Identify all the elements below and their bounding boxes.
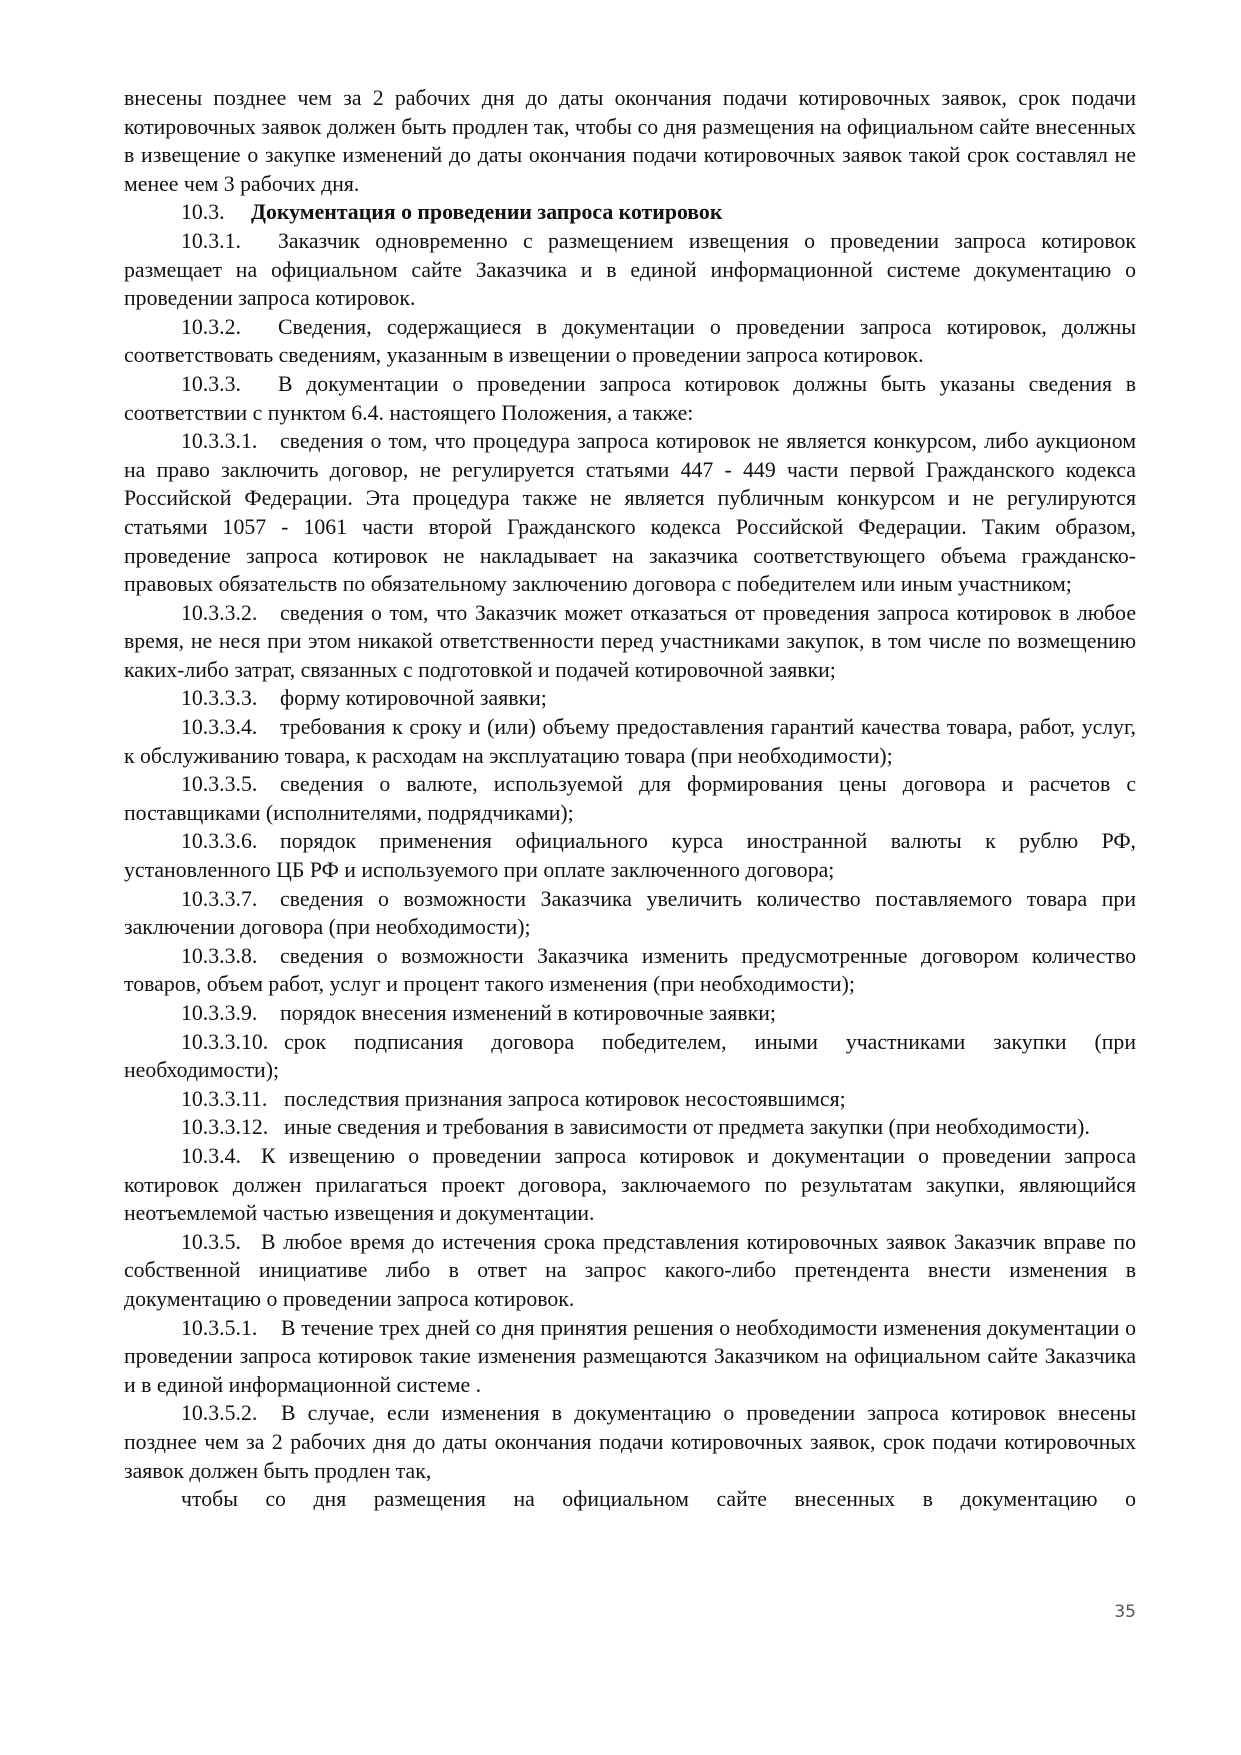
clause-10-3-3-2 (124, 599, 1136, 685)
clause-10-3-2 (124, 313, 1136, 370)
section-number: 10.3. (181, 200, 225, 225)
clause-10-3-3-5 (124, 770, 1136, 827)
section-heading (124, 198, 1136, 227)
clause-number: 10.3.3.4. (181, 715, 258, 740)
clause-10-3-3-8 (124, 942, 1136, 999)
clause-text: В любое время до истечения срока представления котировочных заявок Заказчик вправе по собственной инициативе либо в ответ на запрос какого-либо претендента внести изменения в документацию о проведении запроса котировок. (124, 1229, 1136, 1311)
clause-number: 10.3.3.9. (181, 1001, 258, 1025)
clause-10-3-3-6 (124, 827, 1136, 884)
clause-number: 10.3.3.1. (181, 429, 258, 454)
clause-10-3-3 (124, 370, 1136, 427)
clause-number: 10.3.3.2. (181, 600, 258, 625)
clause-10-3-5 (124, 1228, 1136, 1314)
clause-10-3-3-11 (124, 1085, 1136, 1114)
clause-number: 10.3.3.10. (181, 1029, 269, 1054)
clause-number: 10.3.5.1. (181, 1315, 258, 1340)
clause-10-3-1 (124, 227, 1136, 313)
clause-number: 10.3.2. (181, 314, 241, 339)
clause-number: 10.3.3.5. (181, 772, 258, 797)
clause-number: 10.3.3.11. (181, 1086, 268, 1111)
clause-text: сведения о возможности Заказчика увеличить количество поставляемого товара при заключении договора (при необходимости); (124, 886, 1136, 940)
clause-text: форму котировочной заявки; (280, 686, 547, 711)
section-title: Документация о проведении запроса котировок (251, 200, 723, 225)
clause-text: сведения о том, что Заказчик может отказаться от проведения запроса котировок в любое время, не неся при этом никакой ответственности перед участниками закупок, в том числе по возмещению каких-либо затрат, связанных с подготовкой и подачей котировочной заявки; (124, 600, 1136, 682)
clause-number: 10.3.3.7. (181, 886, 258, 911)
clause-number: 10.3.3. (181, 371, 241, 396)
clause-10-3-3-1 (124, 427, 1136, 599)
clause-text: иные сведения и требования в зависимости от предмета закупки (при необходимости). (284, 1115, 1090, 1140)
paragraph-trailing: чтобы со дня размещения на официальном сайте внесенных в документацию о (181, 1487, 1136, 1512)
clause-text: последствия признания запроса котировок несостоявшимся; (284, 1086, 846, 1111)
document-page (124, 84, 1136, 1514)
clause-number: 10.3.3.3. (181, 686, 258, 711)
clause-text: Заказчик одновременно с размещением извещения о проведении запроса котировок размещает на официальном сайте Заказчика и в единой информационной системе документацию о проведении запроса котировок. (124, 228, 1136, 311)
clause-10-3-5-1 (124, 1314, 1136, 1400)
clause-text: К извещению о проведении запроса котировок и документации о проведении запроса котировок должен прилагаться проект договора, заключаемого по результатам закупки, являющийся неотъемлемой частью извещения и документации. (124, 1143, 1136, 1226)
clause-text: Сведения, содержащиеся в документации о проведении запроса котировок, должны соответствовать сведениям, указанным в извещении о проведении запроса котировок. (124, 314, 1136, 368)
clause-text: В документации о проведении запроса котировок должны быть указаны сведения в соответствии с пунктом 6.4. настоящего Положения, а также: (124, 371, 1136, 425)
clause-text: порядок внесения изменений в котировочные заявки; (280, 1001, 776, 1025)
clause-10-3-3-10 (124, 1028, 1136, 1085)
clause-number: 10.3.5. (181, 1229, 241, 1254)
clause-10-3-3-4 (124, 713, 1136, 770)
clause-text: сведения о том, что процедура запроса котировок не является конкурсом, либо аукционом на право заключить договор, не регулируется статьями 447 - 449 части первой Гражданского кодекса Российской Федерации. Эта процедура также не является публичным конкурсом и не регулируются статьями 1057 - 1061 части второй Гражданского кодекса Российской Федерации. Таким образом, проведение запроса котировок не накладывает на заказчика соответствующего объема гражданско-правовых обязательств по обязательному заключению договора с победителем или иным участником; (124, 429, 1136, 597)
clause-10-3-3-3 (124, 684, 1136, 713)
clause-number: 10.3.1. (181, 228, 241, 253)
clause-10-3-3-12 (124, 1113, 1136, 1142)
clause-number: 10.3.3.8. (181, 943, 258, 968)
clause-number: 10.3.3.12. (181, 1115, 269, 1140)
paragraph-continuation: внесены позднее чем за 2 рабочих дня до даты окончания подачи котировочных заявок, срок подачи котировочных заявок должен быть продлен так, чтобы со дня размещения на официальном сайте внесенных в извещение о закупке изменений до даты окончания подачи котировочных заявок такой срок составлял не менее чем 3 рабочих дня. (124, 86, 1136, 196)
clause-text: В течение трех дней со дня принятия решения о необходимости изменения документации о проведении запроса котировок такие изменения размещаются Заказчиком на официальном сайте Заказчика и в единой информационной системе . (124, 1315, 1136, 1397)
clause-text: срок подписания договора победителем, иными участниками закупки (при необходимости); (124, 1029, 1136, 1083)
clause-10-3-4 (124, 1142, 1136, 1228)
clause-10-3-3-7 (124, 885, 1136, 942)
clause-text: требования к сроку и (или) объему предоставления гарантий качества товара, работ, услуг, к обслуживанию товара, к расходам на эксплуатацию товара (при необходимости); (124, 715, 1136, 768)
clause-10-3-3-9 (124, 999, 1136, 1028)
clause-text: порядок применения официального курса иностранной валюты к рублю РФ, установленного ЦБ РФ и используемого при оплате заключенного договора; (124, 829, 1136, 883)
clause-10-3-5-2 (124, 1399, 1136, 1485)
clause-text: сведения о возможности Заказчика изменить предусмотренные договором количество товаров, объем работ, услуг и процент такого изменения (при необходимости); (124, 943, 1136, 997)
clause-text: сведения о валюте, используемой для формирования цены договора и расчетов с поставщиками (исполнителями, подрядчиками); (124, 772, 1136, 825)
clause-text: В случае, если изменения в документацию о проведении запроса котировок внесены позднее чем за 2 рабочих дня до даты окончания подачи котировочных заявок, срок подачи котировочных заявок должен быть продлен так, (124, 1401, 1136, 1483)
clause-number: 10.3.4. (181, 1143, 241, 1168)
page-number: 35 (1114, 1602, 1136, 1622)
clause-number: 10.3.3.6. (181, 829, 258, 854)
clause-number: 10.3.5.2. (181, 1401, 258, 1426)
